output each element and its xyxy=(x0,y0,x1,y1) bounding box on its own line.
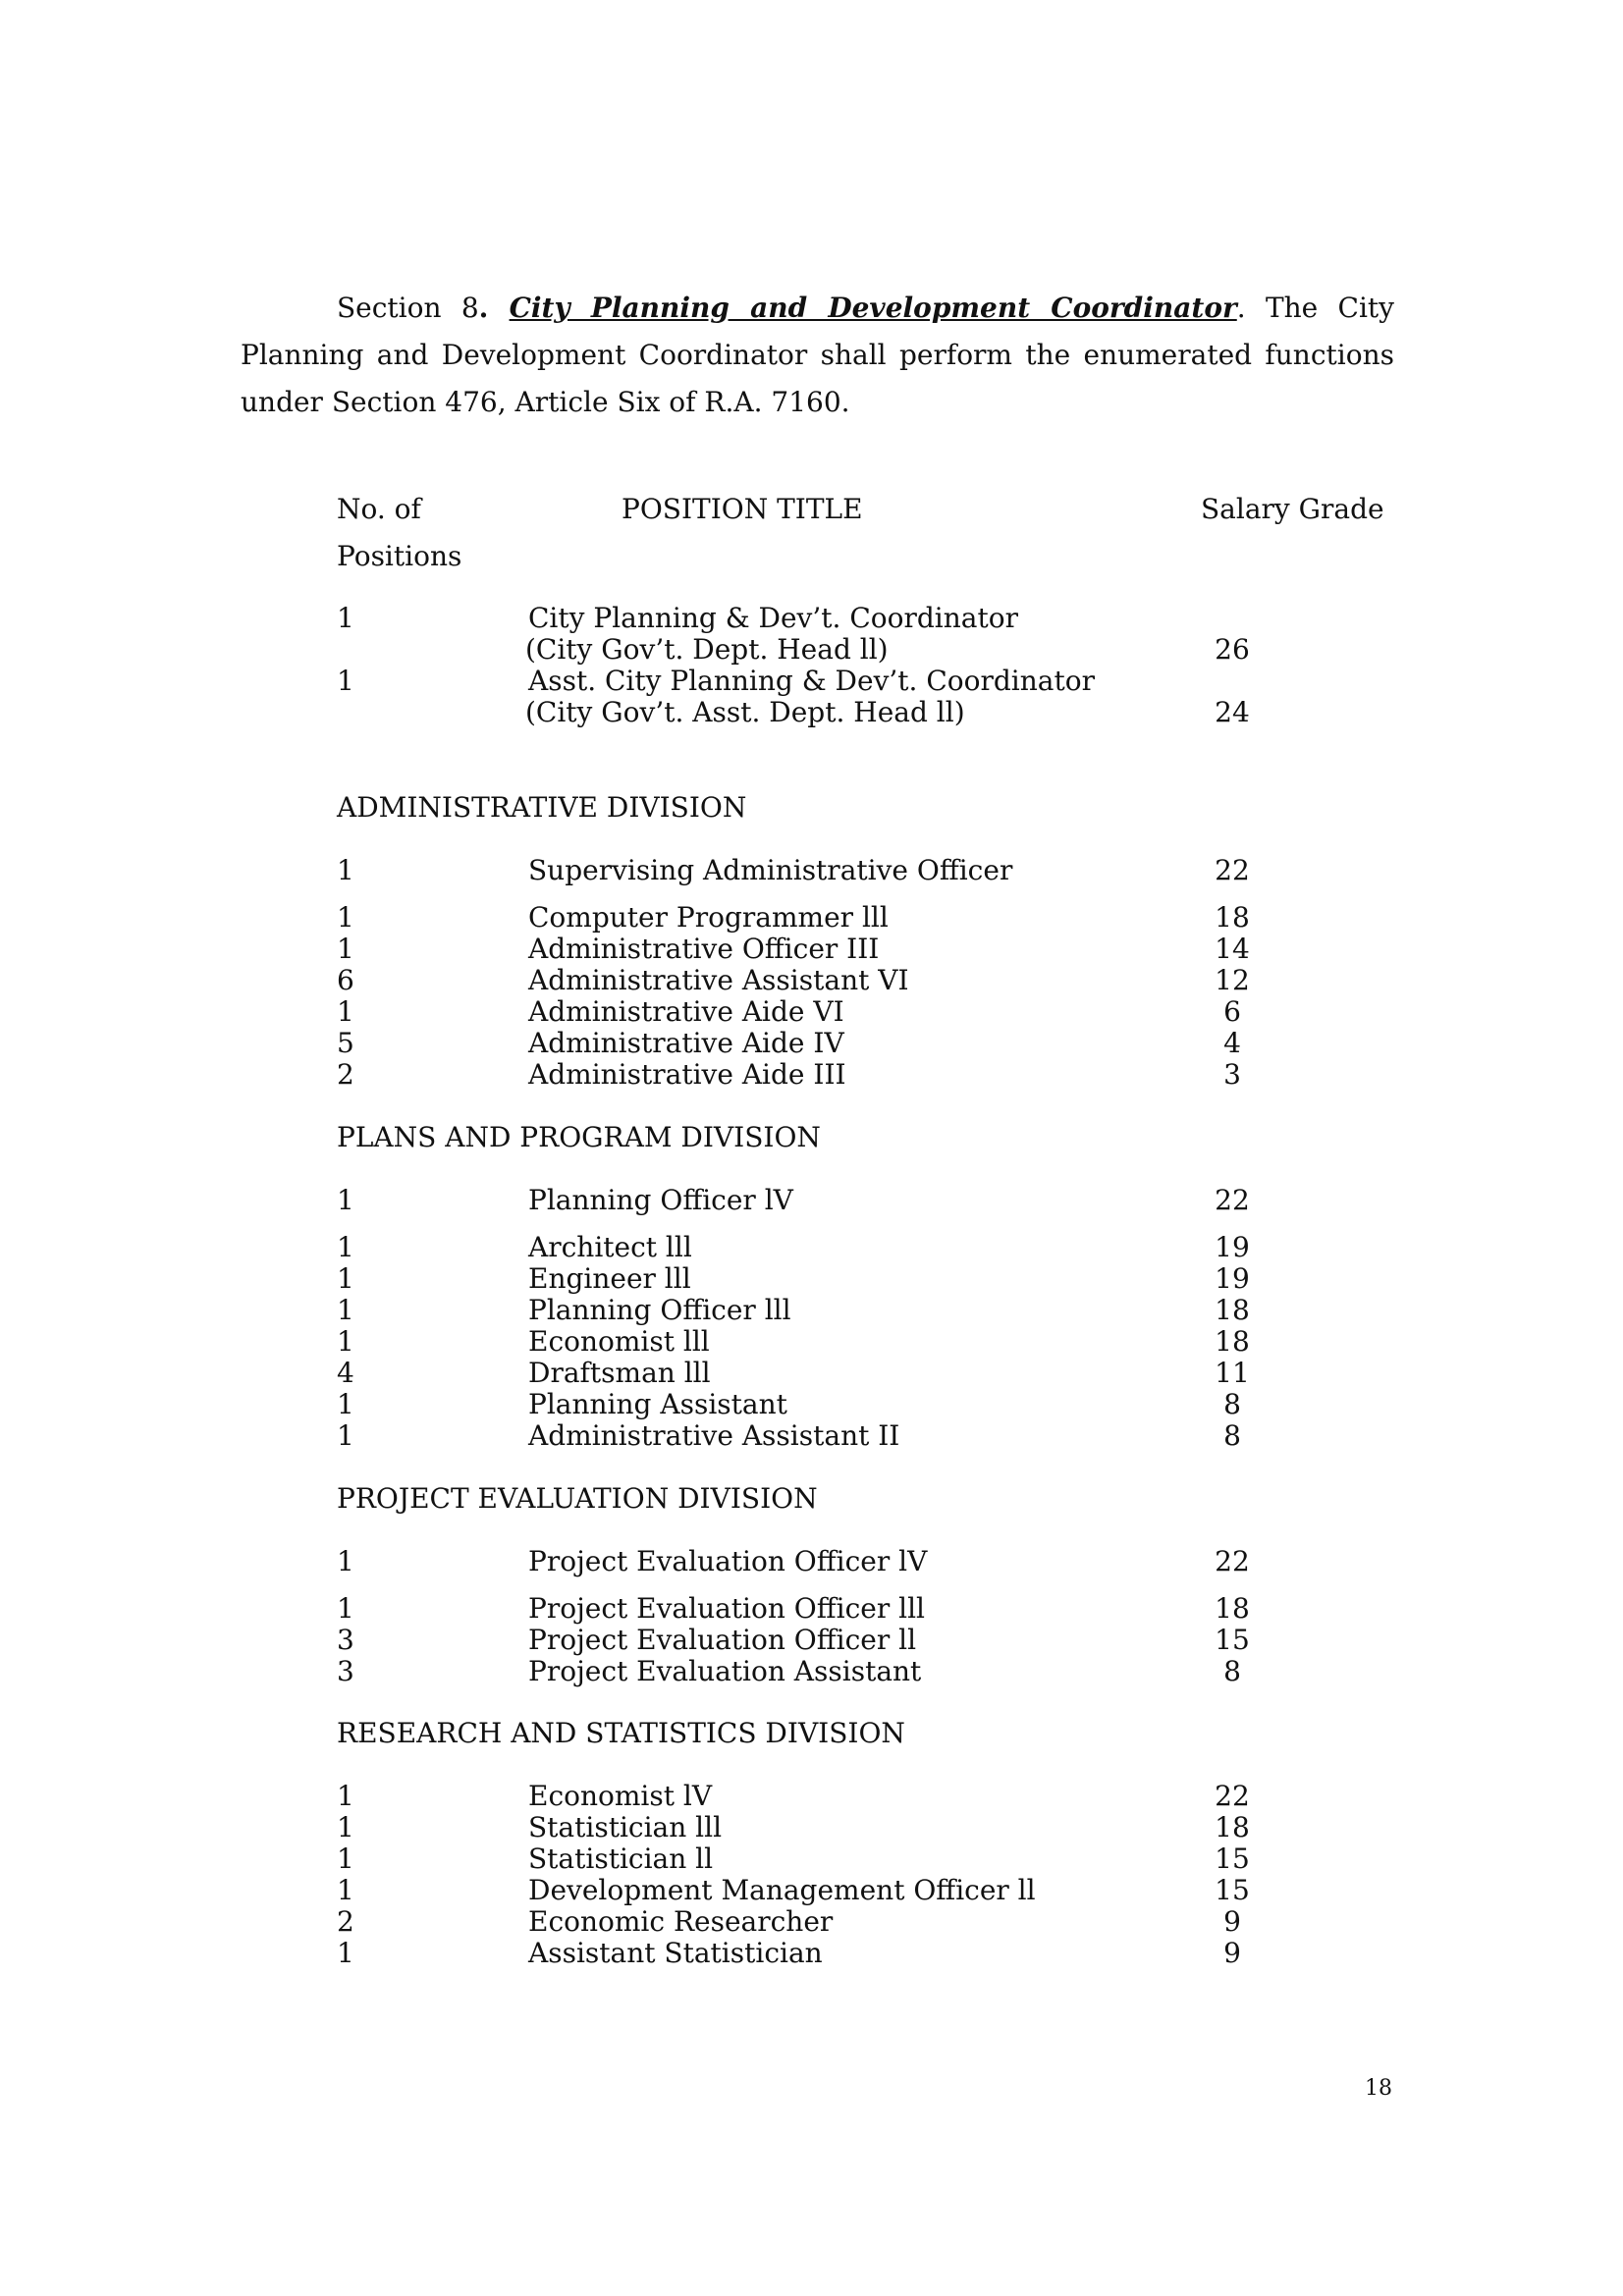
table-row xyxy=(0,1938,1623,1969)
salary-grade: 22 xyxy=(1215,854,1250,886)
salary-grade: 24 xyxy=(1215,696,1250,728)
salary-grade: 15 xyxy=(1215,1842,1250,1875)
position-count: 1 xyxy=(337,1545,354,1577)
salary-grade: 8 xyxy=(1223,1419,1241,1452)
table-row-continued xyxy=(0,634,1623,666)
salary-grade: 18 xyxy=(1215,1294,1250,1326)
division-heading-row xyxy=(0,1483,1623,1515)
table-row xyxy=(0,1843,1623,1875)
position-title: Asst. City Planning & Dev’t. Coordinator xyxy=(528,665,1095,697)
position-count: 1 xyxy=(337,854,354,886)
table-row xyxy=(0,1232,1623,1263)
table-row xyxy=(0,1059,1623,1091)
table-row xyxy=(0,1781,1623,1812)
position-title: Project Evaluation Officer lV xyxy=(528,1545,928,1577)
page-number: 18 xyxy=(1365,2076,1392,2101)
position-count: 1 xyxy=(337,901,354,934)
position-title: Architect lll xyxy=(528,1231,692,1263)
table-row xyxy=(0,1593,1623,1625)
table-row-continued xyxy=(0,697,1623,728)
salary-grade: 18 xyxy=(1215,1325,1250,1358)
salary-grade: 19 xyxy=(1215,1262,1250,1295)
position-title: Economist lV xyxy=(528,1780,713,1812)
position-title: Planning Assistant xyxy=(528,1388,787,1420)
position-count: 1 xyxy=(337,1388,354,1420)
salary-grade: 8 xyxy=(1223,1388,1241,1420)
position-title: Administrative Assistant II xyxy=(528,1419,900,1452)
salary-grade: 9 xyxy=(1223,1905,1241,1938)
table-row xyxy=(0,1546,1623,1577)
division-heading-row xyxy=(0,792,1623,824)
salary-grade: 11 xyxy=(1215,1357,1250,1389)
section-paragraph xyxy=(241,285,1394,426)
table-row xyxy=(0,1028,1623,1059)
position-title: Project Evaluation Assistant xyxy=(528,1655,922,1687)
position-count: 1 xyxy=(337,1184,354,1216)
salary-grade: 19 xyxy=(1215,1231,1250,1263)
header-no-positions-2: Positions xyxy=(337,540,462,572)
division-heading-row xyxy=(0,1718,1623,1749)
table-row xyxy=(0,1358,1623,1389)
position-title: Assistant Statistician xyxy=(528,1937,823,1969)
division-title: PROJECT EVALUATION DIVISION xyxy=(337,1482,818,1515)
table-row xyxy=(0,1389,1623,1420)
position-count: 1 xyxy=(337,1231,354,1263)
division-title: ADMINISTRATIVE DIVISION xyxy=(337,791,747,824)
table-row xyxy=(0,1906,1623,1938)
position-title: Planning Officer lV xyxy=(528,1184,793,1216)
position-count: 1 xyxy=(337,995,354,1028)
division-heading-row xyxy=(0,1122,1623,1153)
header-position-title: POSITION TITLE xyxy=(622,493,863,525)
position-count: 1 xyxy=(337,1842,354,1875)
position-title: Administrative Aide IV xyxy=(528,1027,844,1059)
position-title: Planning Officer lll xyxy=(528,1294,791,1326)
table-row xyxy=(0,934,1623,965)
division-title: PLANS AND PROGRAM DIVISION xyxy=(337,1121,821,1153)
table-header-2 xyxy=(0,541,1623,572)
position-title: Supervising Administrative Officer xyxy=(528,854,1013,886)
position-title: Development Management Officer ll xyxy=(528,1874,1036,1906)
salary-grade: 18 xyxy=(1215,1592,1250,1625)
table-row xyxy=(0,1875,1623,1906)
salary-grade: 18 xyxy=(1215,901,1250,934)
table-row xyxy=(0,1185,1623,1216)
position-count: 2 xyxy=(337,1905,354,1938)
position-count: 1 xyxy=(337,1325,354,1358)
position-title: Statistician lll xyxy=(528,1811,723,1843)
table-row xyxy=(0,1656,1623,1687)
position-title: Computer Programmer lll xyxy=(528,901,889,934)
salary-grade: 15 xyxy=(1215,1624,1250,1656)
header-salary-grade: Salary Grade xyxy=(1201,493,1384,525)
position-title: Administrative Assistant VI xyxy=(528,964,909,996)
table-row xyxy=(0,996,1623,1028)
section-heading: City Planning and Development Coordinator xyxy=(509,292,1237,324)
table-row xyxy=(0,1420,1623,1452)
position-title: Economist lll xyxy=(528,1325,710,1358)
salary-grade: 26 xyxy=(1215,633,1250,666)
position-count: 1 xyxy=(337,665,354,697)
position-title: Engineer lll xyxy=(528,1262,691,1295)
position-title-sub: (City Gov’t. Asst. Dept. Head ll) xyxy=(525,696,965,728)
salary-grade: 22 xyxy=(1215,1780,1250,1812)
position-count: 3 xyxy=(337,1624,354,1656)
salary-grade: 22 xyxy=(1215,1545,1250,1577)
position-title: Administrative Aide III xyxy=(528,1058,846,1091)
header-no-positions-1: No. of xyxy=(337,493,421,525)
salary-grade: 22 xyxy=(1215,1184,1250,1216)
table-row xyxy=(0,965,1623,996)
section-text: . The City Planning and Development Coordinator shall perform the enumerated functions under Section 476, Article Six of R.A. 7160. xyxy=(241,292,1394,418)
salary-grade: 15 xyxy=(1215,1874,1250,1906)
position-count: 1 xyxy=(337,933,354,965)
salary-grade: 14 xyxy=(1215,933,1250,965)
position-count: 1 xyxy=(337,1937,354,1969)
table-row xyxy=(0,603,1623,634)
position-title: Economic Researcher xyxy=(528,1905,834,1938)
table-row xyxy=(0,666,1623,697)
table-header xyxy=(0,494,1623,525)
section-dot: . xyxy=(478,292,510,324)
salary-grade: 12 xyxy=(1215,964,1250,996)
position-title: Project Evaluation Officer ll xyxy=(528,1624,917,1656)
position-count: 1 xyxy=(337,602,354,634)
table-row xyxy=(0,902,1623,934)
position-count: 1 xyxy=(337,1874,354,1906)
position-count: 1 xyxy=(337,1592,354,1625)
position-count: 3 xyxy=(337,1655,354,1687)
position-count: 1 xyxy=(337,1780,354,1812)
salary-grade: 3 xyxy=(1223,1058,1241,1091)
position-count: 1 xyxy=(337,1419,354,1452)
salary-grade: 4 xyxy=(1223,1027,1241,1059)
position-count: 5 xyxy=(337,1027,354,1059)
salary-grade: 8 xyxy=(1223,1655,1241,1687)
salary-grade: 18 xyxy=(1215,1811,1250,1843)
table-row xyxy=(0,855,1623,886)
position-count: 1 xyxy=(337,1811,354,1843)
table-row xyxy=(0,1812,1623,1843)
position-title: Project Evaluation Officer lll xyxy=(528,1592,926,1625)
position-count: 1 xyxy=(337,1262,354,1295)
position-title: Administrative Aide VI xyxy=(528,995,844,1028)
position-title: Statistician ll xyxy=(528,1842,714,1875)
position-count: 6 xyxy=(337,964,354,996)
position-count: 1 xyxy=(337,1294,354,1326)
position-title: Administrative Officer III xyxy=(528,933,880,965)
salary-grade: 6 xyxy=(1223,995,1241,1028)
position-count: 2 xyxy=(337,1058,354,1091)
table-row xyxy=(0,1326,1623,1358)
table-row xyxy=(0,1295,1623,1326)
position-title: City Planning & Dev’t. Coordinator xyxy=(528,602,1018,634)
section-number: Section 8 xyxy=(337,292,479,324)
position-title: Draftsman lll xyxy=(528,1357,711,1389)
division-title: RESEARCH AND STATISTICS DIVISION xyxy=(337,1717,905,1749)
position-title-sub: (City Gov’t. Dept. Head ll) xyxy=(525,633,889,666)
position-count: 4 xyxy=(337,1357,354,1389)
salary-grade: 9 xyxy=(1223,1937,1241,1969)
table-row xyxy=(0,1625,1623,1656)
table-row xyxy=(0,1263,1623,1295)
